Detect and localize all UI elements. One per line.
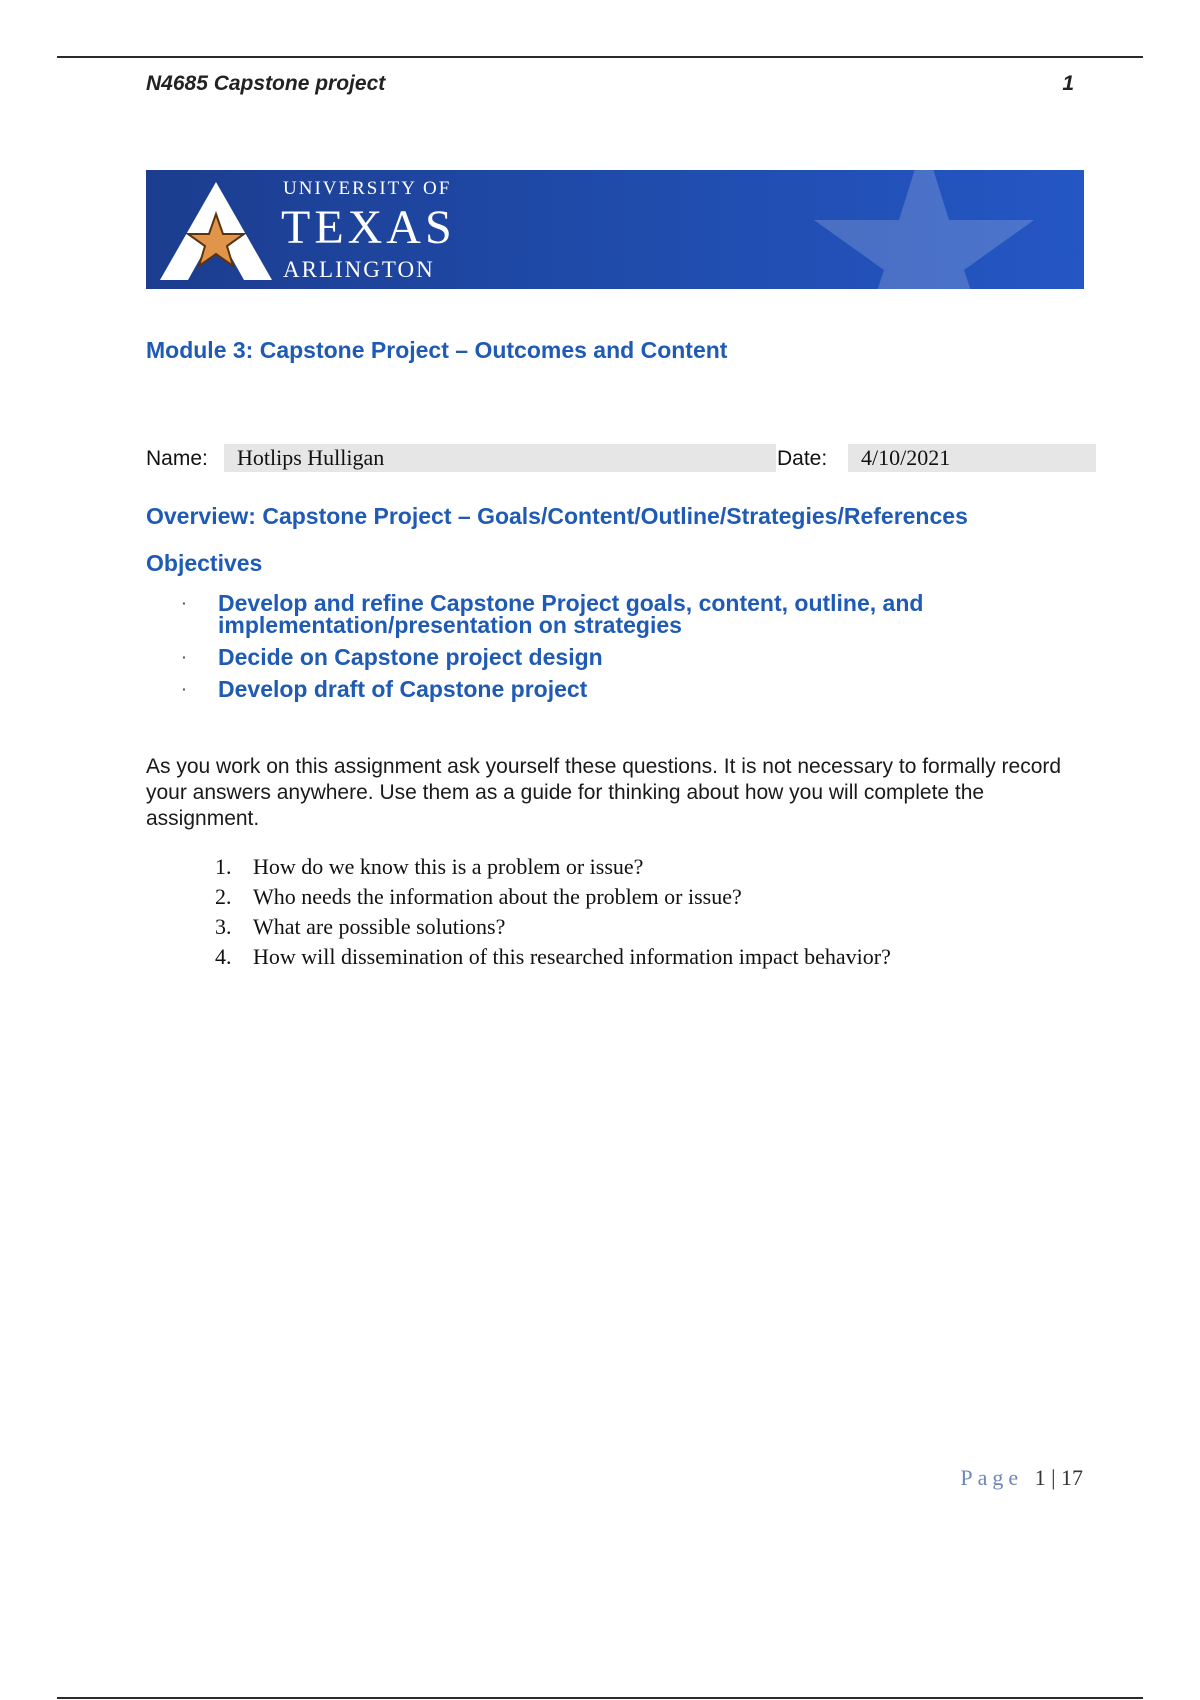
- intro-paragraph: As you work on this assignment ask yourself these questions. It is not necessary to formally record your answers anywhere. Use them as a guide for thinking about how you will complete the assignment.: [146, 755, 1062, 830]
- question-number: 4.: [215, 944, 232, 969]
- logo-text-university-of: UNIVERSITY OF: [283, 178, 452, 199]
- question-text: How will dissemination of this researched information impact behavior?: [253, 944, 891, 969]
- bullet-icon: ·: [182, 595, 187, 611]
- star-a-logo-icon: [160, 180, 272, 282]
- objective-text: Decide on Capstone project design: [218, 644, 603, 670]
- date-field[interactable]: 4/10/2021: [848, 444, 1096, 472]
- objectives-list: [182, 592, 982, 710]
- date-label: Date:: [777, 447, 828, 470]
- background-star-icon: [774, 170, 1074, 289]
- logo-text-arlington: ARLINGTON: [283, 257, 435, 282]
- question-number: 1.: [215, 854, 232, 879]
- header-rule: [57, 56, 1143, 58]
- objective-item: [182, 646, 982, 668]
- question-item: [215, 912, 891, 942]
- total-pages: 17: [1061, 1465, 1083, 1490]
- objective-text: Develop and refine Capstone Project goals, content, outline, and implementation/presentation on strategies: [218, 590, 924, 638]
- name-label: Name:: [146, 447, 208, 470]
- bullet-icon: ·: [182, 649, 187, 665]
- question-text: What are possible solutions?: [253, 914, 506, 939]
- page-footer: [960, 1465, 1083, 1491]
- bullet-icon: ·: [182, 681, 187, 697]
- module-title: Module 3: Capstone Project – Outcomes and Content: [146, 337, 728, 363]
- questions-list: [215, 852, 891, 972]
- question-item: [215, 852, 891, 882]
- question-text: Who needs the information about the problem or issue?: [253, 884, 742, 909]
- name-field[interactable]: Hotlips Hulligan: [224, 444, 776, 472]
- logo-text-texas: TEXAS: [281, 201, 456, 254]
- overview-heading: Overview: Capstone Project – Goals/Content/Outline/Strategies/References: [146, 503, 968, 529]
- objective-item: [182, 678, 982, 700]
- question-text: How do we know this is a problem or issue?: [253, 854, 644, 879]
- footer-rule: [57, 1697, 1143, 1699]
- objective-item: [182, 592, 982, 636]
- objectives-heading: Objectives: [146, 550, 263, 576]
- university-banner: [146, 170, 1084, 289]
- question-number: 3.: [215, 914, 232, 939]
- objective-text: Develop draft of Capstone project: [218, 676, 588, 702]
- header-page-number: 1: [1062, 72, 1074, 95]
- question-number: 2.: [215, 884, 232, 909]
- current-page: 1: [1034, 1465, 1046, 1490]
- page-separator: |: [1051, 1465, 1056, 1490]
- page-word: Page: [960, 1465, 1024, 1490]
- question-item: [215, 882, 891, 912]
- document-header-title: N4685 Capstone project: [146, 72, 386, 95]
- question-item: [215, 942, 891, 972]
